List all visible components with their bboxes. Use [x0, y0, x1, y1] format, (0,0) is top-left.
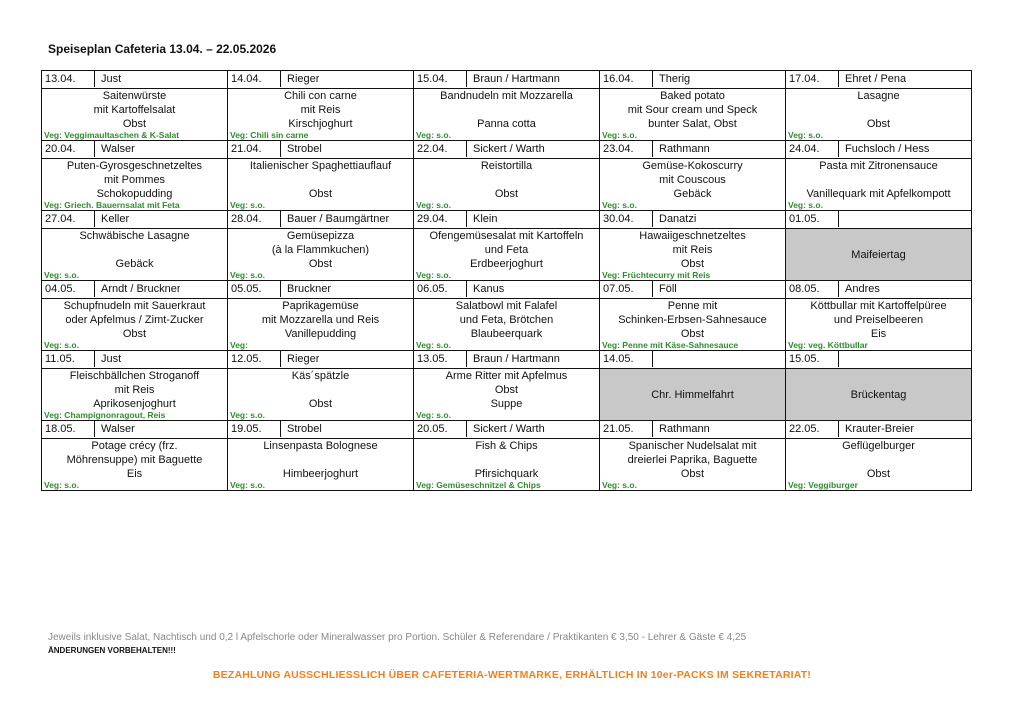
day-staff: Kanus — [473, 283, 505, 295]
day-header — [414, 211, 600, 229]
menu-line: Schupfnudeln mit Sauerkraut — [63, 300, 206, 312]
week-menu-row — [42, 159, 972, 211]
menu-line: Käs´spätzle — [291, 370, 350, 382]
menu-line: Fleischbällchen Stroganoff — [69, 370, 200, 382]
menu-line — [414, 173, 599, 187]
veg-option: Veg: Penne mit Käse-Sahnesauce — [602, 340, 739, 350]
menu-cell — [786, 439, 972, 491]
day-staff: Andres — [845, 283, 880, 295]
veg-option: Veg: s.o. — [230, 200, 265, 210]
menu-cell — [414, 439, 600, 491]
veg-option: Veg: Gemüseschnitzel & Chips — [416, 480, 541, 490]
day-header — [42, 351, 228, 369]
veg-option: Veg: — [230, 340, 248, 350]
day-header — [42, 211, 228, 229]
day-date: 18.05. — [42, 421, 95, 437]
menu-cell — [600, 299, 786, 351]
veg-option: Veg: s.o. — [602, 200, 637, 210]
day-date: 04.05. — [42, 281, 95, 297]
day-staff: Therig — [659, 73, 691, 85]
menu-line: Saitenwürste — [102, 90, 167, 102]
day-header — [600, 211, 786, 229]
menu-cell — [414, 299, 600, 351]
day-date: 06.05. — [414, 281, 467, 297]
day-header — [228, 211, 414, 229]
day-date: 20.05. — [414, 421, 467, 437]
day-staff: Ehret / Pena — [845, 73, 907, 85]
veg-option: Veg: Champignonragout, Reis — [44, 410, 166, 420]
day-date: 22.05. — [786, 421, 839, 437]
menu-cell — [600, 439, 786, 491]
menu-line — [786, 453, 971, 467]
veg-option: Veg: Chili sin carne — [230, 130, 309, 140]
week-menu-row — [42, 229, 972, 281]
menu-line: Obst — [494, 384, 519, 396]
day-staff: Rieger — [287, 353, 320, 365]
day-date: 14.05. — [600, 351, 653, 367]
menu-line: mit Reis — [672, 244, 713, 256]
day-date: 01.05. — [786, 211, 839, 227]
menu-cell — [228, 159, 414, 211]
menu-line: Geflügelburger — [842, 440, 915, 452]
menu-cell — [42, 159, 228, 211]
menu-line: Italienischer Spaghettiauflauf — [249, 160, 392, 172]
holiday-cell — [600, 369, 786, 421]
day-header — [786, 141, 972, 159]
menu-cell — [42, 439, 228, 491]
menu-line: Vanillepudding — [284, 328, 357, 340]
menu-line: Bandnudeln mit Mozzarella — [440, 90, 573, 102]
menu-line: Eis — [126, 468, 143, 480]
menu-cell — [414, 229, 600, 281]
day-date: 15.05. — [786, 351, 839, 367]
veg-option: Veg: s.o. — [416, 270, 451, 280]
menu-line: mit Kartoffelsalat — [93, 104, 176, 116]
menu-line: Ofengemüsesalat mit Kartoffeln — [429, 230, 584, 242]
day-date: 17.04. — [786, 71, 839, 87]
menu-line: oder Apfelmus / Zimt-Zucker — [65, 314, 204, 326]
day-staff: Braun / Hartmann — [473, 73, 560, 85]
menu-line: (à la Flammkuchen) — [271, 244, 370, 256]
day-staff: Arndt / Bruckner — [101, 283, 181, 295]
menu-line — [414, 453, 599, 467]
menu-line: Panna cotta — [477, 118, 536, 130]
menu-cell — [600, 89, 786, 141]
day-header — [414, 281, 600, 299]
week-header-row — [42, 351, 972, 369]
menu-cell — [228, 229, 414, 281]
menu-cell — [228, 369, 414, 421]
day-staff: Sickert / Warth — [473, 143, 545, 155]
menu-line: Obst — [680, 328, 705, 340]
day-header — [228, 281, 414, 299]
day-date: 22.04. — [414, 141, 467, 157]
day-header — [600, 351, 786, 369]
menu-line — [228, 453, 413, 467]
day-date: 14.04. — [228, 71, 281, 87]
day-date: 15.04. — [414, 71, 467, 87]
menu-line — [786, 173, 971, 187]
page-title: Speiseplan Cafeteria 13.04. – 22.05.2026 — [48, 42, 277, 56]
veg-option: Veg: s.o. — [416, 410, 451, 420]
day-staff: Rathmann — [659, 423, 710, 435]
menu-line: Reistortilla — [480, 160, 533, 172]
day-staff: Föll — [659, 283, 677, 295]
menu-cell — [600, 229, 786, 281]
menu-line: und Feta, Brötchen — [459, 314, 554, 326]
day-date: 27.04. — [42, 211, 95, 227]
day-staff: Just — [101, 73, 122, 85]
menu-cell — [414, 369, 600, 421]
menu-line — [228, 383, 413, 397]
menu-line — [228, 173, 413, 187]
day-header — [42, 421, 228, 439]
day-staff: Walser — [101, 423, 135, 435]
veg-option: Veg: veg. Köttbullar — [788, 340, 868, 350]
veg-option: Veg: s.o. — [416, 340, 451, 350]
day-staff: Rathmann — [659, 143, 710, 155]
day-staff: Rieger — [287, 73, 320, 85]
day-date: 30.04. — [600, 211, 653, 227]
day-date: 28.04. — [228, 211, 281, 227]
menu-cell — [42, 299, 228, 351]
menu-line: Obst — [494, 188, 519, 200]
menu-line: mit Couscous — [659, 174, 726, 186]
menu-line — [414, 103, 599, 117]
veg-option: Veg: s.o. — [602, 480, 637, 490]
menu-line: Aprikosenjoghurt — [93, 398, 176, 410]
menu-line: Linsenpasta Bolognese — [263, 440, 378, 452]
veg-option: Veg: s.o. — [44, 340, 79, 350]
menu-line: Paprikagemüse — [282, 300, 359, 312]
day-date: 13.04. — [42, 71, 95, 87]
day-staff: Klein — [473, 213, 498, 225]
menu-line: mit Reis — [114, 384, 155, 396]
week-menu-row — [42, 439, 972, 491]
menu-line: Obst — [308, 188, 333, 200]
menu-line: Obst — [866, 468, 891, 480]
veg-option: Veg: s.o. — [44, 270, 79, 280]
menu-line — [786, 103, 971, 117]
menu-line: Kirschjoghurt — [288, 118, 353, 130]
day-date: 13.05. — [414, 351, 467, 367]
menu-line: Penne mit — [667, 300, 718, 312]
day-header — [786, 211, 972, 229]
week-header-row — [42, 421, 972, 439]
menu-line: Gemüse-Kokoscurry — [642, 160, 743, 172]
menu-cell — [42, 369, 228, 421]
menu-line: Obst — [866, 118, 891, 130]
day-staff: Sickert / Warth — [473, 423, 545, 435]
day-date: 07.05. — [600, 281, 653, 297]
menu-line: Himbeerjoghurt — [282, 468, 359, 480]
menu-line: Potage crécy (frz. — [91, 440, 178, 452]
menu-line: Obst — [680, 258, 705, 270]
day-header — [600, 421, 786, 439]
week-header-row — [42, 211, 972, 229]
day-date: 05.05. — [228, 281, 281, 297]
menu-line: und Preiselbeeren — [833, 314, 924, 326]
veg-option: Veg: s.o. — [230, 480, 265, 490]
menu-line: Schokopudding — [96, 188, 173, 200]
day-date: 11.05. — [42, 351, 95, 367]
menu-cell — [600, 159, 786, 211]
holiday-cell — [786, 369, 972, 421]
menu-line: Eis — [870, 328, 887, 340]
menu-line: bunter Salat, Obst — [648, 118, 737, 130]
menu-line: Obst — [122, 118, 147, 130]
day-header — [228, 71, 414, 89]
day-date: 21.05. — [600, 421, 653, 437]
menu-line: Arme Ritter mit Apfelmus — [445, 370, 568, 382]
menu-line: Gebäck — [673, 188, 712, 200]
veg-option: Veg: Griech. Bauernsalat mit Feta — [44, 200, 180, 210]
menu-cell — [786, 299, 972, 351]
menu-line: Erdbeerjoghurt — [470, 258, 543, 270]
holiday-label: Chr. Himmelfahrt — [651, 388, 734, 401]
menu-cell — [42, 229, 228, 281]
menu-line: Salatbowl mit Falafel — [455, 300, 558, 312]
day-staff: Fuchsloch / Hess — [845, 143, 930, 155]
day-header — [414, 141, 600, 159]
day-header — [414, 421, 600, 439]
day-date: 29.04. — [414, 211, 467, 227]
day-header — [600, 281, 786, 299]
menu-cell — [414, 89, 600, 141]
week-menu-row — [42, 89, 972, 141]
week-header-row — [42, 141, 972, 159]
day-header — [42, 281, 228, 299]
veg-option: Veg: s.o. — [416, 200, 451, 210]
day-header — [228, 421, 414, 439]
menu-cell — [228, 89, 414, 141]
day-date: 21.04. — [228, 141, 281, 157]
menu-line: Fish & Chips — [475, 440, 538, 452]
day-header — [228, 351, 414, 369]
menu-line: Obst — [122, 328, 147, 340]
menu-line: Puten-Gyrosgeschnetzeltes — [66, 160, 203, 172]
menu-line: mit Mozzarella und Reis — [261, 314, 380, 326]
day-header — [42, 71, 228, 89]
menu-line: Schwäbische Lasagne — [79, 230, 190, 242]
day-header — [786, 281, 972, 299]
day-header — [786, 351, 972, 369]
menu-line: mit Reis — [300, 104, 341, 116]
day-staff: Danatzi — [659, 213, 697, 225]
day-staff: Just — [101, 353, 122, 365]
menu-cell — [414, 159, 600, 211]
day-header — [414, 71, 600, 89]
payment-notice: BEZAHLUNG AUSSCHLIESSLICH ÜBER CAFETERIA-WERTMARKE, ERHÄLTLICH IN 10er-PACKS IM SEKRETARIAT! — [212, 669, 812, 681]
veg-option: Veg: Früchtecurry mit Reis — [602, 270, 711, 280]
day-staff: Strobel — [287, 423, 322, 435]
menu-line: Obst — [308, 398, 333, 410]
veg-option: Veg: s.o. — [44, 480, 79, 490]
day-date: 19.05. — [228, 421, 281, 437]
menu-cell — [42, 89, 228, 141]
holiday-cell — [786, 229, 972, 281]
day-header — [600, 71, 786, 89]
menu-line: Vanillequark mit Apfelkompott — [806, 188, 951, 200]
menu-line: Blaubeerquark — [470, 328, 543, 340]
menu-line: Baked potato — [660, 90, 725, 102]
week-menu-row — [42, 369, 972, 421]
menu-line: Lasagne — [857, 90, 900, 102]
day-staff: Walser — [101, 143, 135, 155]
menu-line: dreierlei Paprika, Baguette — [627, 454, 758, 466]
menu-line: Gemüsepizza — [286, 230, 355, 242]
menu-line: Hawaiigeschnetzeltes — [639, 230, 746, 242]
veg-option: Veg: s.o. — [416, 130, 451, 140]
holiday-label: Maifeiertag — [851, 248, 906, 261]
menu-line: Gebäck — [115, 258, 154, 270]
menu-line: Suppe — [490, 398, 523, 410]
menu-line — [42, 243, 227, 257]
veg-option: Veg: s.o. — [788, 130, 823, 140]
day-header — [786, 71, 972, 89]
day-header — [228, 141, 414, 159]
price-note: Jeweils inklusive Salat, Nachtisch und 0,2 l Apfelschorle oder Mineralwasser pro Portion. Schüler & Referendare / Praktikanten € 3,50 - Lehrer & Gäste € 4,25 — [48, 632, 747, 643]
day-header — [600, 141, 786, 159]
menu-line: mit Pommes — [103, 174, 166, 186]
menu-line: Köttbullar mit Kartoffelpüree — [810, 300, 947, 312]
menu-cell — [228, 299, 414, 351]
day-staff: Braun / Hartmann — [473, 353, 560, 365]
menu-line: und Feta — [484, 244, 529, 256]
veg-option: Veg: Veggiburger — [788, 480, 858, 490]
day-date: 16.04. — [600, 71, 653, 87]
menu-table — [41, 70, 972, 491]
day-header — [786, 421, 972, 439]
menu-line: Pfirsichquark — [474, 468, 539, 480]
veg-option: Veg: s.o. — [230, 270, 265, 280]
day-date: 20.04. — [42, 141, 95, 157]
veg-option: Veg: s.o. — [602, 130, 637, 140]
day-header — [42, 141, 228, 159]
day-staff: Bauer / Baumgärtner — [287, 213, 390, 225]
menu-cell — [228, 439, 414, 491]
week-header-row — [42, 281, 972, 299]
week-header-row — [42, 71, 972, 89]
veg-option: Veg: s.o. — [230, 410, 265, 420]
veg-option: Veg: Veggimaultaschen & K-Salat — [44, 130, 180, 140]
menu-line: Chili con carne — [284, 90, 357, 102]
day-staff: Bruckner — [287, 283, 332, 295]
menu-line: Pasta mit Zitronensauce — [819, 160, 938, 172]
day-date: 24.04. — [786, 141, 839, 157]
menu-line: Möhrensuppe) mit Baguette — [66, 454, 203, 466]
menu-line: Obst — [680, 468, 705, 480]
day-date: 08.05. — [786, 281, 839, 297]
day-header — [414, 351, 600, 369]
changes-notice: ÄNDERUNGEN VORBEHALTEN!!! — [48, 646, 176, 655]
day-staff: Strobel — [287, 143, 322, 155]
menu-cell — [786, 159, 972, 211]
menu-cell — [786, 89, 972, 141]
holiday-label: Brückentag — [850, 388, 907, 401]
menu-line: Schinken-Erbsen-Sahnesauce — [618, 314, 767, 326]
menu-line: Spanischer Nudelsalat mit — [628, 440, 757, 452]
veg-option: Veg: s.o. — [788, 200, 823, 210]
day-staff: Krauter-Breier — [845, 423, 915, 435]
menu-line: mit Sour cream und Speck — [627, 104, 758, 116]
week-menu-row — [42, 299, 972, 351]
menu-line: Obst — [308, 258, 333, 270]
day-date: 12.05. — [228, 351, 281, 367]
day-staff: Keller — [101, 213, 130, 225]
day-date: 23.04. — [600, 141, 653, 157]
